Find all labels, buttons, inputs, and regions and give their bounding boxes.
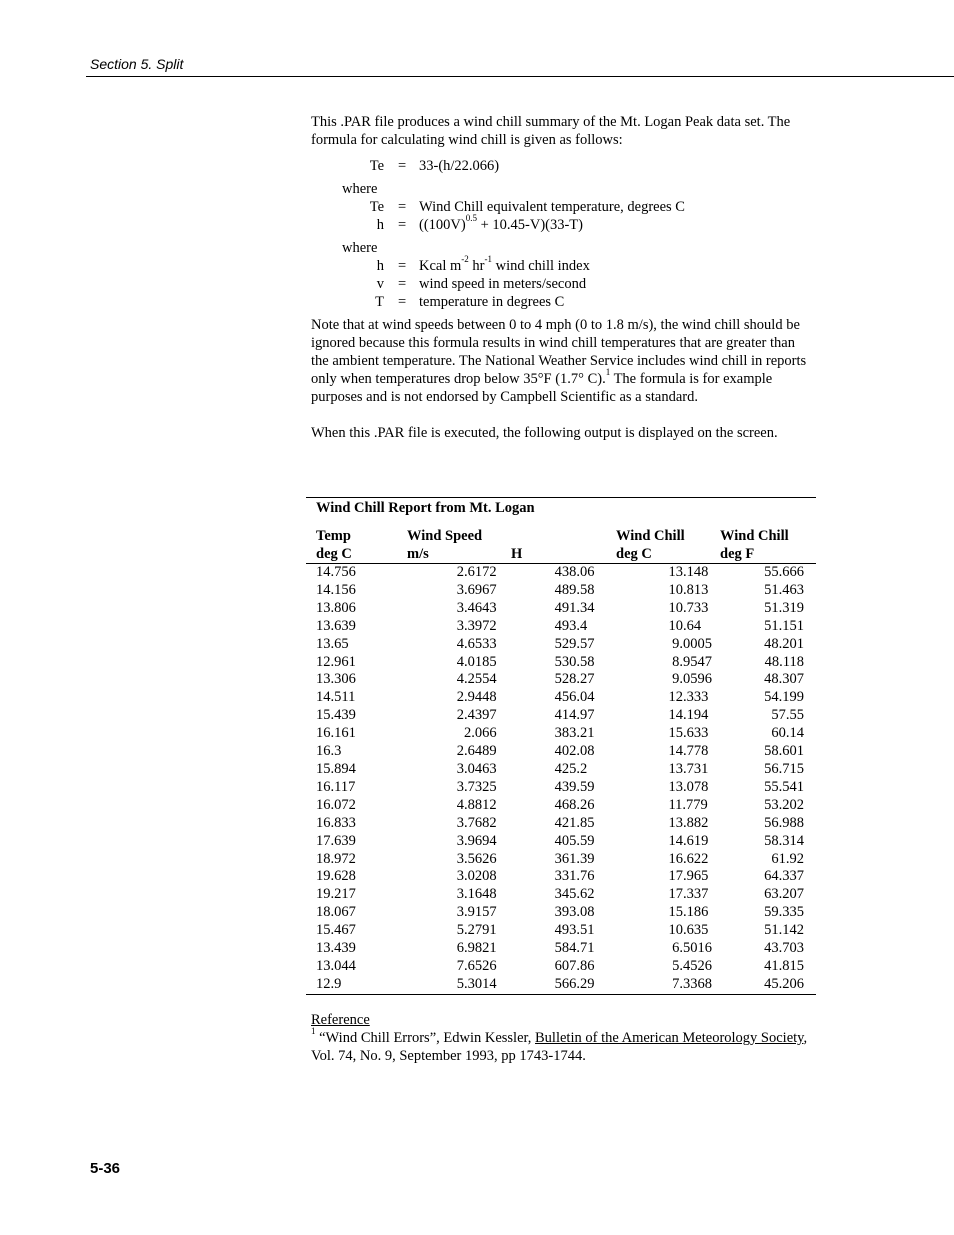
cell-temp: 15.894: [316, 760, 356, 777]
cell-windchill-c: 13.882: [668, 814, 709, 831]
exponent: -1: [484, 254, 492, 265]
def-lhs: h: [376, 258, 384, 274]
cell-h: 493.51: [554, 922, 595, 939]
cell-windchill-c: 10.733: [668, 599, 709, 616]
cell-windchill-c: 7.3368: [668, 975, 712, 992]
citation-text: , Vol. 74, No. 9, September 1993, pp 1743-1744.: [311, 1030, 808, 1064]
table-row: [306, 600, 816, 618]
cell-windspeed: 5.2791: [456, 922, 497, 939]
cell-temp: 16.117: [316, 778, 356, 795]
cell-h: 489.58: [554, 581, 595, 598]
table-row: [306, 743, 816, 761]
def-equals: =: [398, 258, 407, 274]
formula-main: [311, 157, 811, 175]
note-paragraph: [311, 316, 811, 406]
cell-h: 402.08: [554, 743, 595, 760]
cell-windspeed: 4.0185: [456, 653, 497, 670]
cell-windchill-c: 14.194: [668, 707, 709, 724]
cell-windchill-f: 64.337: [764, 868, 804, 885]
table-row: [306, 976, 816, 994]
cell-windchill-c: 9.0596: [668, 671, 712, 688]
cell-h: 468.26: [554, 796, 595, 813]
table-row: [306, 582, 816, 600]
def-rhs: [419, 254, 590, 275]
cell-windchill-c: 10.635: [668, 922, 709, 939]
table-row: [306, 564, 816, 582]
def-h: [311, 213, 811, 234]
cell-windchill-c: 13.078: [668, 778, 709, 795]
cell-windchill-c: 13.731: [668, 760, 709, 777]
reference-label: Reference: [311, 1012, 370, 1028]
table-row: [306, 725, 816, 743]
cell-temp: 13.639: [316, 617, 356, 634]
cell-windchill-f: 61.92: [771, 850, 804, 867]
cell-temp: 13.65: [316, 635, 349, 652]
footnote-mark: 1: [311, 1026, 316, 1037]
h-formula-part: + 10.45-V)(33-T): [476, 217, 583, 233]
cell-windchill-f: 53.202: [764, 796, 804, 813]
table-row: [306, 886, 816, 904]
col-temp-header: Temp: [316, 528, 351, 544]
unit-part: hr: [468, 258, 485, 274]
cell-windspeed: 3.5626: [456, 850, 497, 867]
wind-chill-report: [306, 497, 816, 995]
cell-windspeed: 2.6172: [456, 564, 497, 580]
cell-windspeed: 3.6967: [456, 581, 497, 598]
cell-windchill-f: 58.314: [764, 832, 804, 849]
def-t: [311, 293, 811, 311]
cell-windchill-f: 54.199: [764, 689, 804, 706]
cell-temp: 12.961: [316, 653, 356, 670]
cell-windspeed: 4.8812: [456, 796, 497, 813]
cell-h: 405.59: [554, 832, 595, 849]
def-te: [311, 198, 811, 216]
table-row: [306, 707, 816, 725]
cell-windchill-c: 15.633: [668, 725, 709, 742]
cell-windchill-f: 60.14: [771, 725, 804, 742]
def-equals: =: [398, 199, 407, 215]
cell-windchill-f: 57.55: [771, 707, 804, 724]
def-lhs: h: [376, 217, 384, 233]
where-label-1: where: [342, 181, 378, 197]
cell-h: 607.86: [554, 957, 595, 974]
table-row: [306, 904, 816, 922]
cell-windspeed: 2.4397: [456, 707, 497, 724]
table-row: [306, 671, 816, 689]
cell-h: 345.62: [554, 886, 595, 903]
cell-windchill-f: 56.715: [764, 760, 804, 777]
table-row: [306, 779, 816, 797]
cell-h: 493.4: [554, 617, 588, 634]
journal-title: Bulletin of the American Meteorology Society: [535, 1030, 804, 1046]
table-row: [306, 689, 816, 707]
formula-equals: =: [398, 158, 407, 174]
table-row: [306, 958, 816, 976]
table-row: [306, 761, 816, 779]
cell-h: 438.06: [554, 564, 595, 580]
col-windchill-f-unit: deg F: [720, 546, 755, 562]
cell-temp: 13.044: [316, 957, 356, 974]
cell-windchill-f: 58.601: [764, 743, 804, 760]
cell-h: 491.34: [554, 599, 595, 616]
cell-h: 331.76: [554, 868, 595, 885]
def-lhs: Te: [369, 199, 384, 215]
def-rhs: wind speed in meters/second: [419, 276, 587, 292]
col-windchill-f-header: Wind Chill: [720, 528, 789, 544]
cell-windspeed: 4.6533: [456, 635, 497, 652]
cell-windspeed: 2.9448: [456, 689, 497, 706]
cell-windchill-c: 12.333: [668, 689, 709, 706]
cell-h: 456.04: [554, 689, 595, 706]
exec-paragraph: When this .PAR file is executed, the following output is displayed on the screen.: [311, 425, 778, 441]
cell-windspeed: 3.7325: [456, 778, 497, 795]
cell-windchill-f: 55.541: [764, 778, 804, 795]
cell-windchill-f: 59.335: [764, 904, 804, 921]
cell-windspeed: 2.6489: [456, 743, 497, 760]
cell-windchill-c: 17.965: [668, 868, 709, 885]
cell-windchill-f: 51.463: [764, 581, 804, 598]
cell-windchill-f: 41.815: [764, 957, 804, 974]
cell-windspeed: 5.3014: [456, 975, 497, 992]
table-row: [306, 815, 816, 833]
cell-temp: 17.639: [316, 832, 356, 849]
cell-windchill-c: 16.622: [668, 850, 709, 867]
note-text: Note that at wind speeds between 0 to 4 mph (0 to 1.8 m/s), the wind chill should be ignored because this formula results in wind chill temperatures that are greater than the ambient temperature. The National Weather Service includes wind chill in reports only when temperatures drop below 35°F (1.7° C).: [311, 317, 807, 387]
cell-temp: 14.756: [316, 564, 356, 580]
def-rhs: [419, 213, 583, 234]
cell-h: 414.97: [554, 707, 595, 724]
cell-windchill-c: 5.4526: [668, 957, 712, 974]
cell-temp: 14.511: [316, 689, 356, 706]
cell-windchill-c: 8.9547: [668, 653, 712, 670]
formula-lhs: Te: [369, 158, 384, 174]
cell-temp: 16.833: [316, 814, 356, 831]
cell-windspeed: 7.6526: [456, 957, 497, 974]
table-row: [306, 833, 816, 851]
cell-windspeed: 3.9157: [456, 904, 497, 921]
cell-windchill-c: 11.779: [668, 796, 708, 813]
cell-windspeed: 3.0463: [456, 760, 497, 777]
col-temp-unit: deg C: [316, 546, 352, 562]
cell-temp: 18.972: [316, 850, 356, 867]
cell-temp: 19.217: [316, 886, 356, 903]
cell-windchill-c: 9.0005: [668, 635, 712, 652]
def-h-unit: [311, 254, 811, 275]
def-equals: =: [398, 294, 407, 310]
table-row: [306, 797, 816, 815]
unit-part: wind chill index: [492, 258, 590, 274]
page-number: 5-36: [90, 1160, 121, 1177]
cell-temp: 14.156: [316, 581, 356, 598]
intro-paragraph: This .PAR file produces a wind chill summary of the Mt. Logan Peak data set. The formula for calculating wind chill is given as follows:: [311, 114, 791, 148]
cell-windchill-c: 15.186: [668, 904, 709, 921]
cell-windchill-c: 13.148: [668, 564, 709, 580]
cell-h: 393.08: [554, 904, 595, 921]
cell-temp: 12.9: [316, 975, 342, 992]
def-equals: =: [398, 217, 407, 233]
h-formula-part: ((100V): [419, 217, 466, 233]
cell-windspeed: 3.3972: [456, 617, 497, 634]
cell-temp: 15.467: [316, 922, 356, 939]
def-rhs: temperature in degrees C: [419, 294, 565, 310]
def-rhs: Wind Chill equivalent temperature, degrees C: [419, 199, 685, 215]
cell-windspeed: 3.9694: [456, 832, 497, 849]
exponent: -2: [461, 254, 469, 265]
col-windspeed-header: Wind Speed: [407, 528, 483, 544]
cell-windspeed: 3.7682: [456, 814, 497, 831]
cell-h: 530.58: [554, 653, 595, 670]
formula-rhs: 33-(h/22.066): [419, 158, 500, 174]
citation-text: “Wind Chill Errors”, Edwin Kessler,: [315, 1030, 536, 1046]
cell-temp: 16.3: [316, 743, 342, 760]
cell-temp: 19.628: [316, 868, 356, 885]
table-row: [306, 618, 816, 636]
cell-windchill-c: 17.337: [668, 886, 709, 903]
table-bottom-rule: [306, 994, 816, 995]
table-top-rule: [306, 497, 816, 498]
table-row: [306, 654, 816, 672]
cell-h: 439.59: [554, 778, 595, 795]
cell-windchill-f: 48.201: [764, 635, 804, 652]
section-header: Section 5. Split: [90, 56, 184, 72]
table-row: [306, 868, 816, 886]
cell-h: 566.29: [554, 975, 595, 992]
cell-windchill-f: 56.988: [764, 814, 804, 831]
cell-windchill-f: 45.206: [764, 975, 804, 992]
table-row: [306, 851, 816, 869]
cell-windchill-c: 6.5016: [668, 940, 712, 957]
cell-temp: 13.806: [316, 599, 356, 616]
cell-windchill-f: 51.319: [764, 599, 804, 616]
footnote-mark: 1: [605, 367, 611, 378]
def-lhs: T: [375, 294, 384, 310]
table-title: Wind Chill Report from Mt. Logan: [316, 500, 535, 516]
data-table: [306, 564, 816, 994]
cell-windchill-c: 10.813: [668, 581, 709, 598]
def-v: [311, 275, 811, 293]
cell-windspeed: 2.066: [463, 725, 497, 742]
col-windspeed-unit: m/s: [407, 546, 429, 562]
cell-h: 528.27: [554, 671, 595, 688]
cell-windspeed: 4.2554: [456, 671, 497, 688]
cell-h: 361.39: [554, 850, 595, 867]
cell-windchill-c: 14.778: [668, 743, 709, 760]
cell-h: 425.2: [554, 760, 588, 777]
col-h-header: H: [511, 546, 523, 562]
cell-h: 584.71: [554, 940, 595, 957]
def-equals: =: [398, 276, 407, 292]
cell-temp: 16.072: [316, 796, 356, 813]
cell-windchill-f: 51.142: [764, 922, 804, 939]
reference-citation: [311, 1026, 811, 1065]
unit-part: Kcal m: [419, 258, 462, 274]
exponent: 0.5: [465, 213, 477, 224]
cell-temp: 16.161: [316, 725, 356, 742]
body-content: [311, 113, 811, 442]
cell-windchill-c: 10.64: [668, 617, 702, 634]
cell-temp: 15.439: [316, 707, 356, 724]
cell-windchill-f: 43.703: [764, 940, 804, 957]
cell-windchill-f: 48.118: [764, 653, 804, 670]
col-windchill-c-unit: deg C: [616, 546, 652, 562]
cell-h: 529.57: [554, 635, 595, 652]
cell-windchill-f: 63.207: [764, 886, 804, 903]
col-windchill-c-header: Wind Chill: [616, 528, 685, 544]
note-text: The formula is for example purposes and is not endorsed by Campbell Scientific as a standard.: [311, 371, 773, 405]
cell-temp: 13.439: [316, 940, 356, 957]
cell-windspeed: 6.9821: [456, 940, 497, 957]
def-lhs: v: [376, 276, 384, 292]
cell-h: 383.21: [554, 725, 595, 742]
cell-windchill-f: 51.151: [764, 617, 804, 634]
cell-windspeed: 3.0208: [456, 868, 497, 885]
cell-temp: 18.067: [316, 904, 356, 921]
cell-windchill-f: 55.666: [764, 564, 804, 580]
reference-block: [311, 1011, 811, 1065]
where-label-2: where: [342, 240, 378, 256]
cell-h: 421.85: [554, 814, 595, 831]
cell-windchill-f: 48.307: [764, 671, 804, 688]
header-rule: [86, 76, 954, 77]
cell-temp: 13.306: [316, 671, 356, 688]
table-row: [306, 922, 816, 940]
cell-windspeed: 3.1648: [456, 886, 497, 903]
table-row: [306, 636, 816, 654]
cell-windchill-c: 14.619: [668, 832, 709, 849]
table-header: [306, 527, 816, 563]
cell-windspeed: 3.4643: [456, 599, 497, 616]
table-row: [306, 940, 816, 958]
